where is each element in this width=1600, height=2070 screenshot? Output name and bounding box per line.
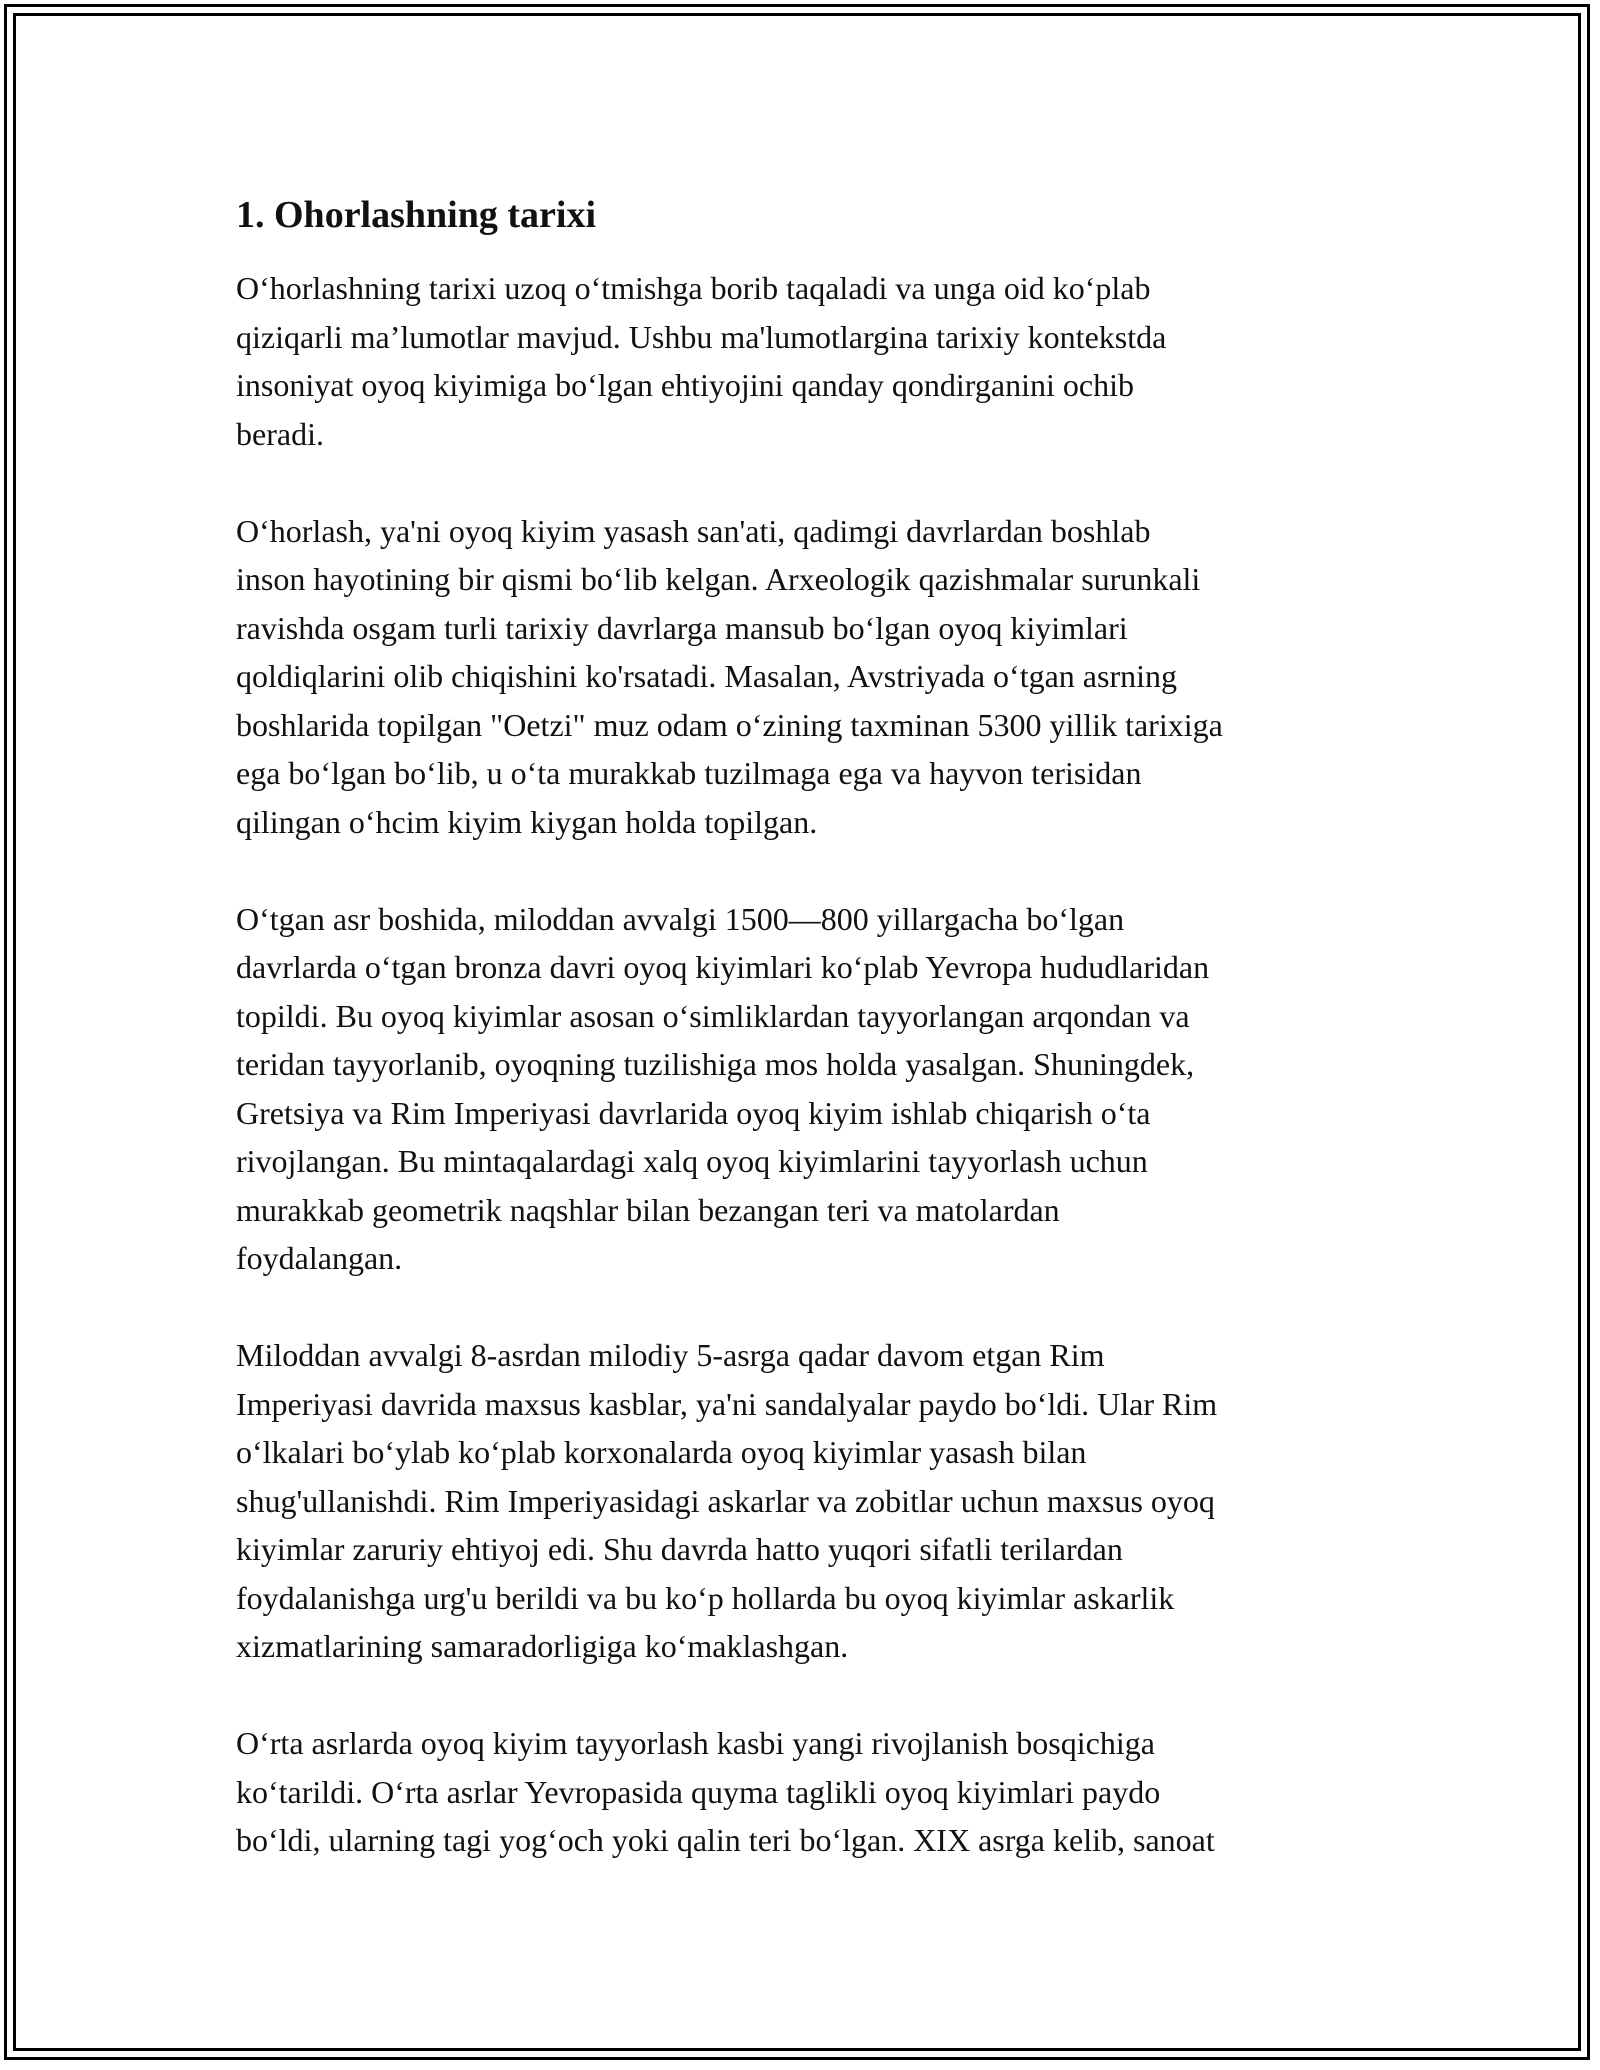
text-line: Imperiyasi davrida maxsus kasblar, ya'ni sandalyalar paydo bo‘ldi. Ular Rim xyxy=(236,1385,1218,1422)
text-line: qoldiqlarini olib chiqishini ko'rsatadi. Masalan, Avstriyada o‘tgan asrning xyxy=(236,658,1177,694)
text-line: ega bo‘lgan bo‘lib, u o‘ta murakkab tuzilmaga ega va hayvon terisidan xyxy=(236,755,1142,791)
text-line: bo‘ldi, ularning tagi yog‘och yoki qalin teri bo‘lgan. XIX asrga kelib, sanoat xyxy=(236,1822,1215,1858)
text-line: Miloddan avvalgi 8-asrdan milodiy 5-asrga qadar davom etgan Rim xyxy=(236,1337,1105,1373)
text-line: qilingan o‘hcim kiyim kiygan holda topilgan. xyxy=(236,803,818,840)
text-line: foydalangan. xyxy=(236,1240,403,1276)
text-line: kiyimlar zaruriy ehtiyoj edi. Shu davrda hatto yuqori sifatli terilardan xyxy=(236,1531,1123,1567)
paragraph-5 xyxy=(236,1719,1376,1865)
text-line: shug'ullanishdi. Rim Imperiyasidagi askarlar va zobitlar uchun maxsus oyoq xyxy=(236,1482,1215,1519)
text-line: foydalanishga urg'u berildi va bu ko‘p hollarda bu oyoq kiyimlar askarlik xyxy=(236,1579,1175,1616)
paragraph-2 xyxy=(236,507,1376,847)
text-line: boshlarida topilgan "Oetzi" muz odam o‘zining taxminan 5300 yillik tarixiga xyxy=(236,706,1223,743)
paragraph-1 xyxy=(236,264,1376,458)
text-line: murakkab geometrik naqshlar bilan bezangan teri va matolardan xyxy=(236,1191,1060,1228)
section-title: 1. Ohorlashning tarixi xyxy=(236,194,596,236)
paragraph-3 xyxy=(236,895,1376,1283)
text-line: O‘tgan asr boshida, miloddan avvalgi 1500—800 yillargacha bo‘lgan xyxy=(236,900,1125,937)
text-line: o‘lkalari bo‘ylab ko‘plab korxonalarda oyoq kiyimlar yasash bilan xyxy=(236,1434,1087,1470)
text-line: O‘horlashning tarixi uzoq o‘tmishga borib taqaladi va unga oid ko‘plab xyxy=(236,270,1151,306)
text-line: beradi. xyxy=(236,415,324,452)
text-line: ravishda osgam turli tarixiy davrlarga mansub bo‘lgan oyoq kiyimlari xyxy=(236,609,1128,646)
text-line: O‘rta asrlarda oyoq kiyim tayyorlash kasbi yangi rivojlanish bosqichiga xyxy=(236,1725,1155,1761)
document-body xyxy=(236,188,1376,1913)
text-line: qiziqarli ma’lumotlar mavjud. Ushbu ma'lumotlargina tarixiy kontekstda xyxy=(236,318,1167,355)
text-line: davrlarda o‘tgan bronza davri oyoq kiyimlari ko‘plab Yevropa hududlaridan xyxy=(236,949,1210,985)
text-line: inson hayotining bir qismi bo‘lib kelgan. Arxeologik qazishmalar surunkali xyxy=(236,561,1201,597)
text-line: teridan tayyorlanib, oyoqning tuzilishiga mos holda yasalgan. Shuningdek, xyxy=(236,1046,1195,1082)
text-line: ko‘tarildi. O‘rta asrlar Yevropasida quyma taglikli oyoq kiyimlari paydo xyxy=(236,1773,1161,1810)
paragraph-4 xyxy=(236,1331,1376,1671)
text-line: topildi. Bu oyoq kiyimlar asosan o‘simliklardan tayyorlangan arqondan va xyxy=(236,997,1190,1034)
text-line: Gretsiya va Rim Imperiyasi davrlarida oyoq kiyim ishlab chiqarish o‘ta xyxy=(236,1094,1151,1131)
text-line: insoniyat oyoq kiyimiga bo‘lgan ehtiyojini qanday qondirganini ochib xyxy=(236,367,1134,403)
text-line: rivojlangan. Bu mintaqalardagi xalq oyoq kiyimlarini tayyorlash uchun xyxy=(236,1143,1148,1179)
text-line: xizmatlarining samaradorligiga ko‘maklashgan. xyxy=(236,1628,849,1664)
text-line: O‘horlash, ya'ni oyoq kiyim yasash san'ati, qadimgi davrlardan boshlab xyxy=(236,512,1151,549)
